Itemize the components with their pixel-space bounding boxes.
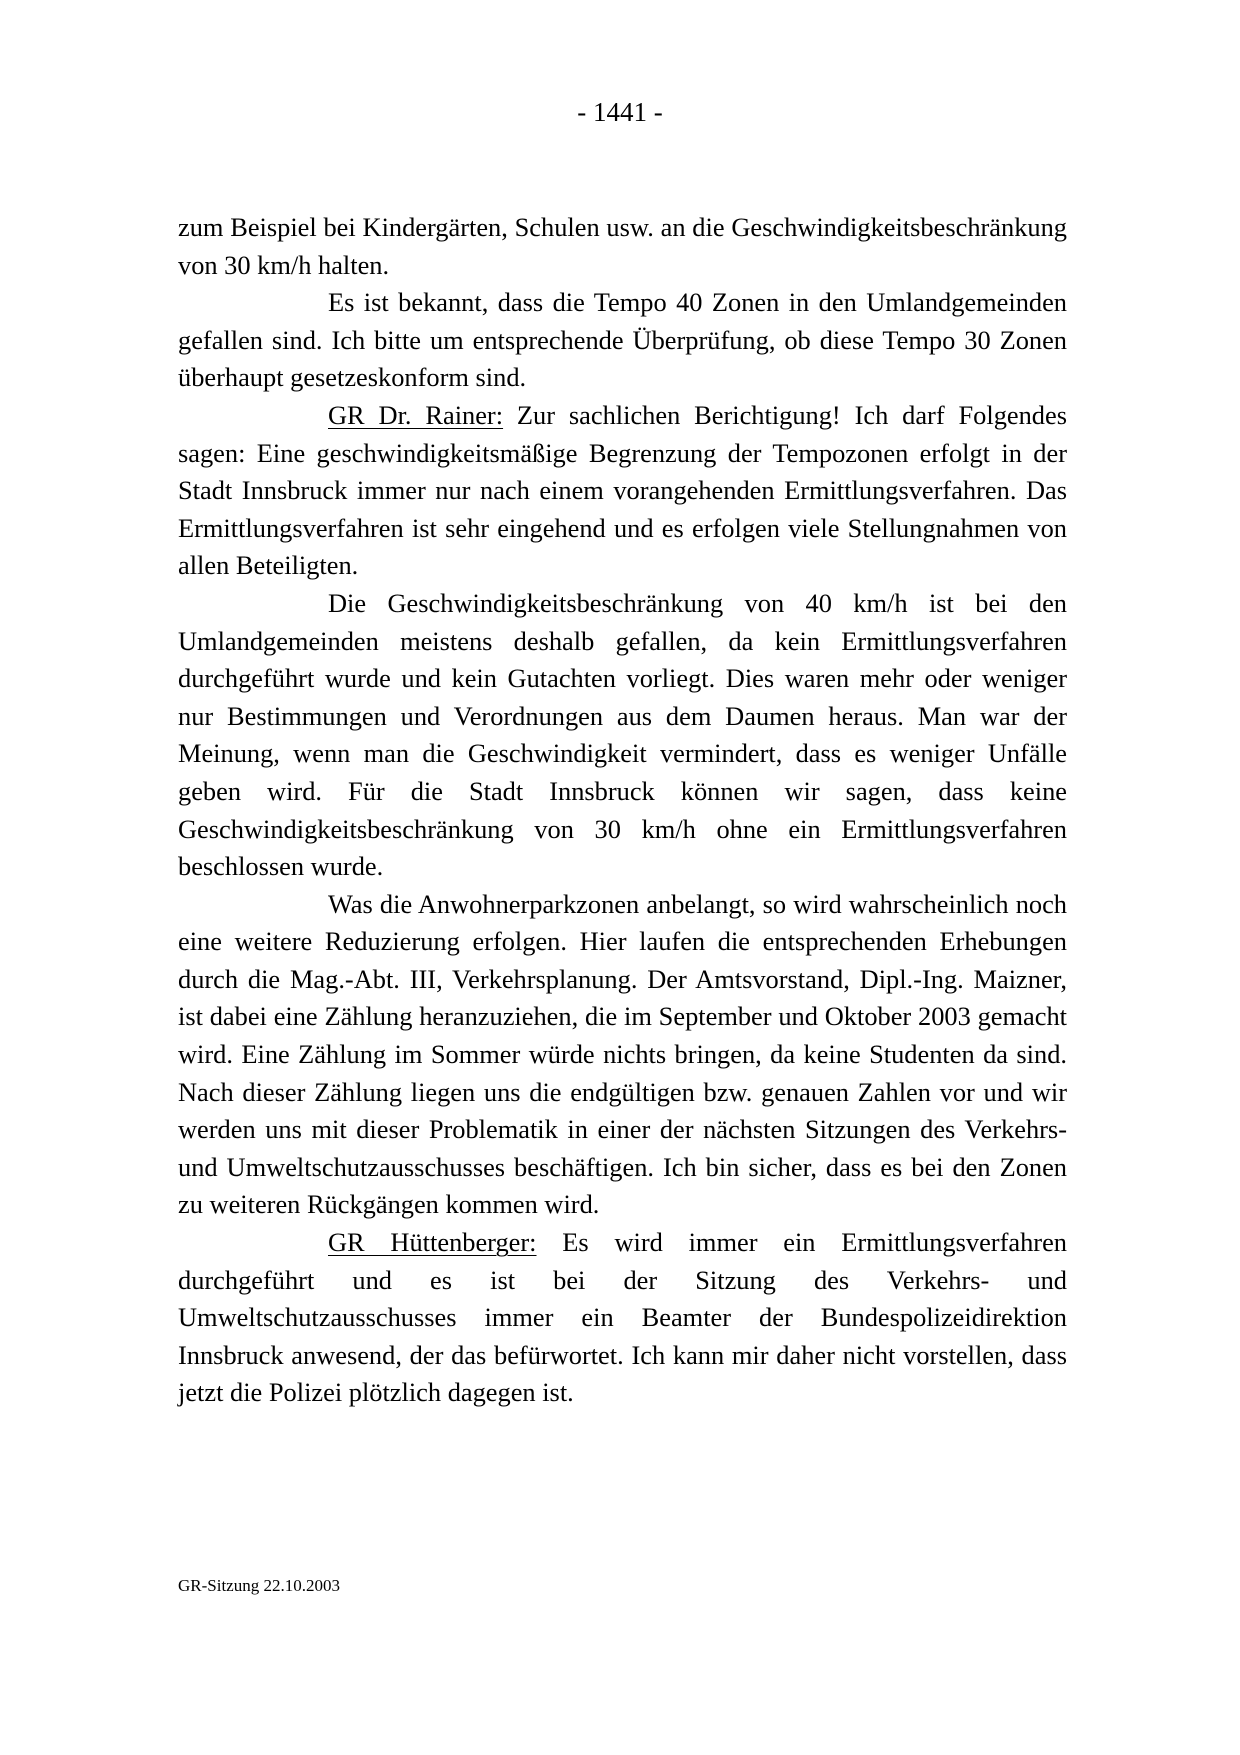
page-number: - 1441 - bbox=[577, 97, 663, 127]
speaker-name: GR Hüttenberger: bbox=[328, 1227, 537, 1258]
paragraph-text: Es wird immer ein Ermittlungsverfahren durchgeführt und es ist bei der Sitzung des Verkehrs- und Umweltschutzausschusses immer ein Beamter der Bundespolizeidirektion Innsbruck anwesend, der das befürwortet. Ich kann mir daher nicht vorstellen, dass jetzt die Polizei plötzlich dagegen ist. bbox=[178, 1227, 1067, 1408]
paragraph-text: Die Geschwindigkeitsbeschränkung von 40 km/h ist bei den Umlandgemeinden meistens deshalb gefallen, da kein Ermittlungsverfahren durchgeführt wurde und kein Gutachten vorliegt. Dies waren mehr oder weniger nur Bestimmungen und Verordnungen aus dem Daumen heraus. Man war der Meinung, wenn man die Geschwindigkeit vermindert, dass es weniger Unfälle geben wird. Für die Stadt Innsbruck können wir sagen, dass keine Geschwindigkeitsbeschränkung von 30 km/h ohne ein Ermittlungsverfahren beschlossen wurde. bbox=[178, 587, 1067, 882]
paragraph-text: Was die Anwohnerparkzonen anbelangt, so wird wahrscheinlich noch eine weitere Reduzierung erfolgen. Hier laufen die entsprechenden Erhebungen durch die Mag.-Abt. III, Verkehrsplanung. Der Amtsvorstand, Dipl.-Ing. Maizner, ist dabei eine Zählung heranzuziehen, die im September und Oktober 2003 gemacht wird. Eine Zählung im Sommer würde nichts bringen, da keine Studenten da sind. Nach dieser Zählung liegen uns die endgültigen bzw. genauen Zahlen vor und wir werden uns mit dieser Problematik in einer der nächsten Sitzungen des Verkehrs- und Umweltschutzausschusses beschäftigen. Ich bin sicher, dass es bei den Zonen zu weiteren Rückgängen kommen wird. bbox=[178, 888, 1067, 1220]
speaker-name: GR Dr. Rainer: bbox=[328, 399, 504, 430]
paragraph-continuation bbox=[178, 209, 1067, 284]
speaker-paragraph bbox=[178, 397, 1067, 585]
paragraph-text: zum Beispiel bei Kindergärten, Schulen usw. an die Geschwindigkeitsbeschränkung von 30 km/h halten. bbox=[178, 212, 1067, 280]
paragraph bbox=[178, 585, 1067, 886]
document-body bbox=[178, 209, 1067, 1412]
paragraph bbox=[178, 886, 1067, 1224]
paragraph-text: Es ist bekannt, dass die Tempo 40 Zonen in den Umlandgemeinden gefallen sind. Ich bitte um entsprechende Überprüfung, ob diese Tempo 30 Zonen überhaupt gesetzeskonform sind. bbox=[178, 287, 1067, 393]
paragraph-text: Zur sachlichen Berichtigung! Ich darf Folgendes sagen: Eine geschwindigkeitsmäßige Begrenzung der Tempozonen erfolgt in der Stadt Innsbruck immer nur nach einem vorangehenden Ermittlungsverfahren. Das Ermittlungsverfahren ist sehr eingehend und es erfolgen viele Stellungnahmen von allen Beteiligten. bbox=[178, 399, 1067, 581]
footer-session-date: GR-Sitzung 22.10.2003 bbox=[178, 1576, 340, 1595]
speaker-paragraph bbox=[178, 1224, 1067, 1412]
paragraph bbox=[178, 284, 1067, 397]
